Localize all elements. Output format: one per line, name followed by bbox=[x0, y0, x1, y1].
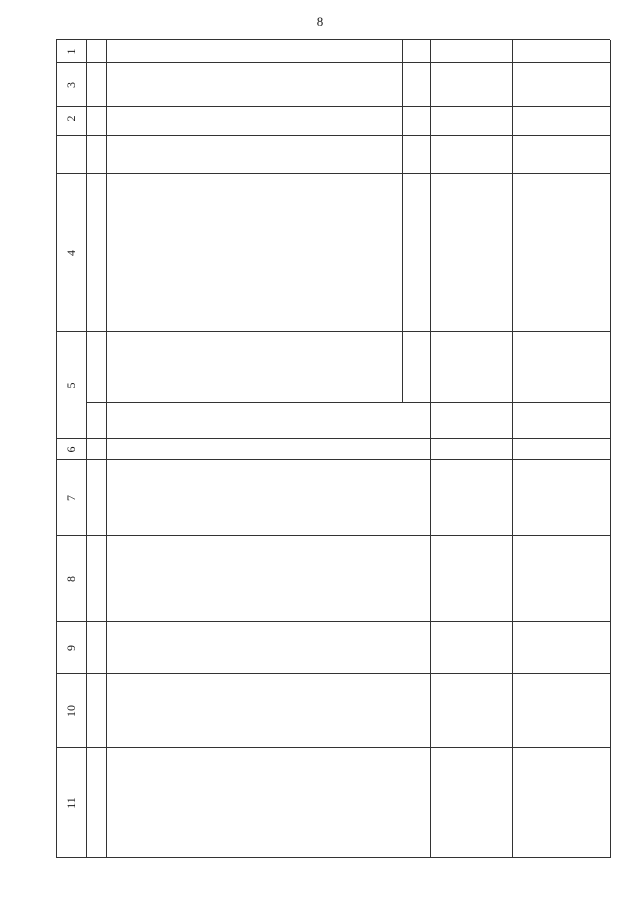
header-col-10: 10 bbox=[63, 705, 78, 717]
header-col-1: 1 bbox=[63, 48, 78, 55]
column-separator bbox=[56, 173, 610, 174]
column-separator bbox=[56, 621, 610, 622]
row-separator bbox=[106, 40, 107, 858]
rotated-table bbox=[56, 40, 610, 858]
header-col-11: 11 bbox=[63, 797, 78, 809]
column-separator bbox=[56, 535, 610, 536]
column-separator bbox=[56, 673, 610, 674]
row-separator bbox=[430, 40, 431, 858]
column-separator bbox=[56, 331, 610, 332]
table-border-right bbox=[56, 39, 610, 40]
column-separator bbox=[56, 62, 610, 63]
column-separator bbox=[56, 438, 610, 439]
header-col-4: 4 bbox=[63, 250, 78, 256]
column-separator bbox=[56, 459, 610, 460]
column-separator bbox=[56, 135, 610, 136]
header-col-8: 8 bbox=[63, 576, 78, 582]
header-col-5: 5 bbox=[63, 382, 78, 389]
table-border-bottom bbox=[610, 40, 611, 858]
header-col-3: 3 bbox=[63, 82, 78, 88]
column-separator bbox=[56, 106, 610, 107]
row-separator bbox=[512, 40, 513, 858]
table-border-left bbox=[56, 857, 610, 858]
header-col-7: 7 bbox=[63, 495, 78, 501]
column-separator bbox=[56, 747, 610, 748]
column-separator bbox=[86, 402, 610, 403]
header-col-9: 9 bbox=[63, 645, 78, 651]
header-col-2: 2 bbox=[63, 115, 78, 122]
header-separator bbox=[86, 40, 87, 858]
header-col-6: 6 bbox=[63, 446, 78, 453]
row-separator bbox=[402, 40, 403, 403]
page-number: 8 bbox=[316, 14, 324, 29]
